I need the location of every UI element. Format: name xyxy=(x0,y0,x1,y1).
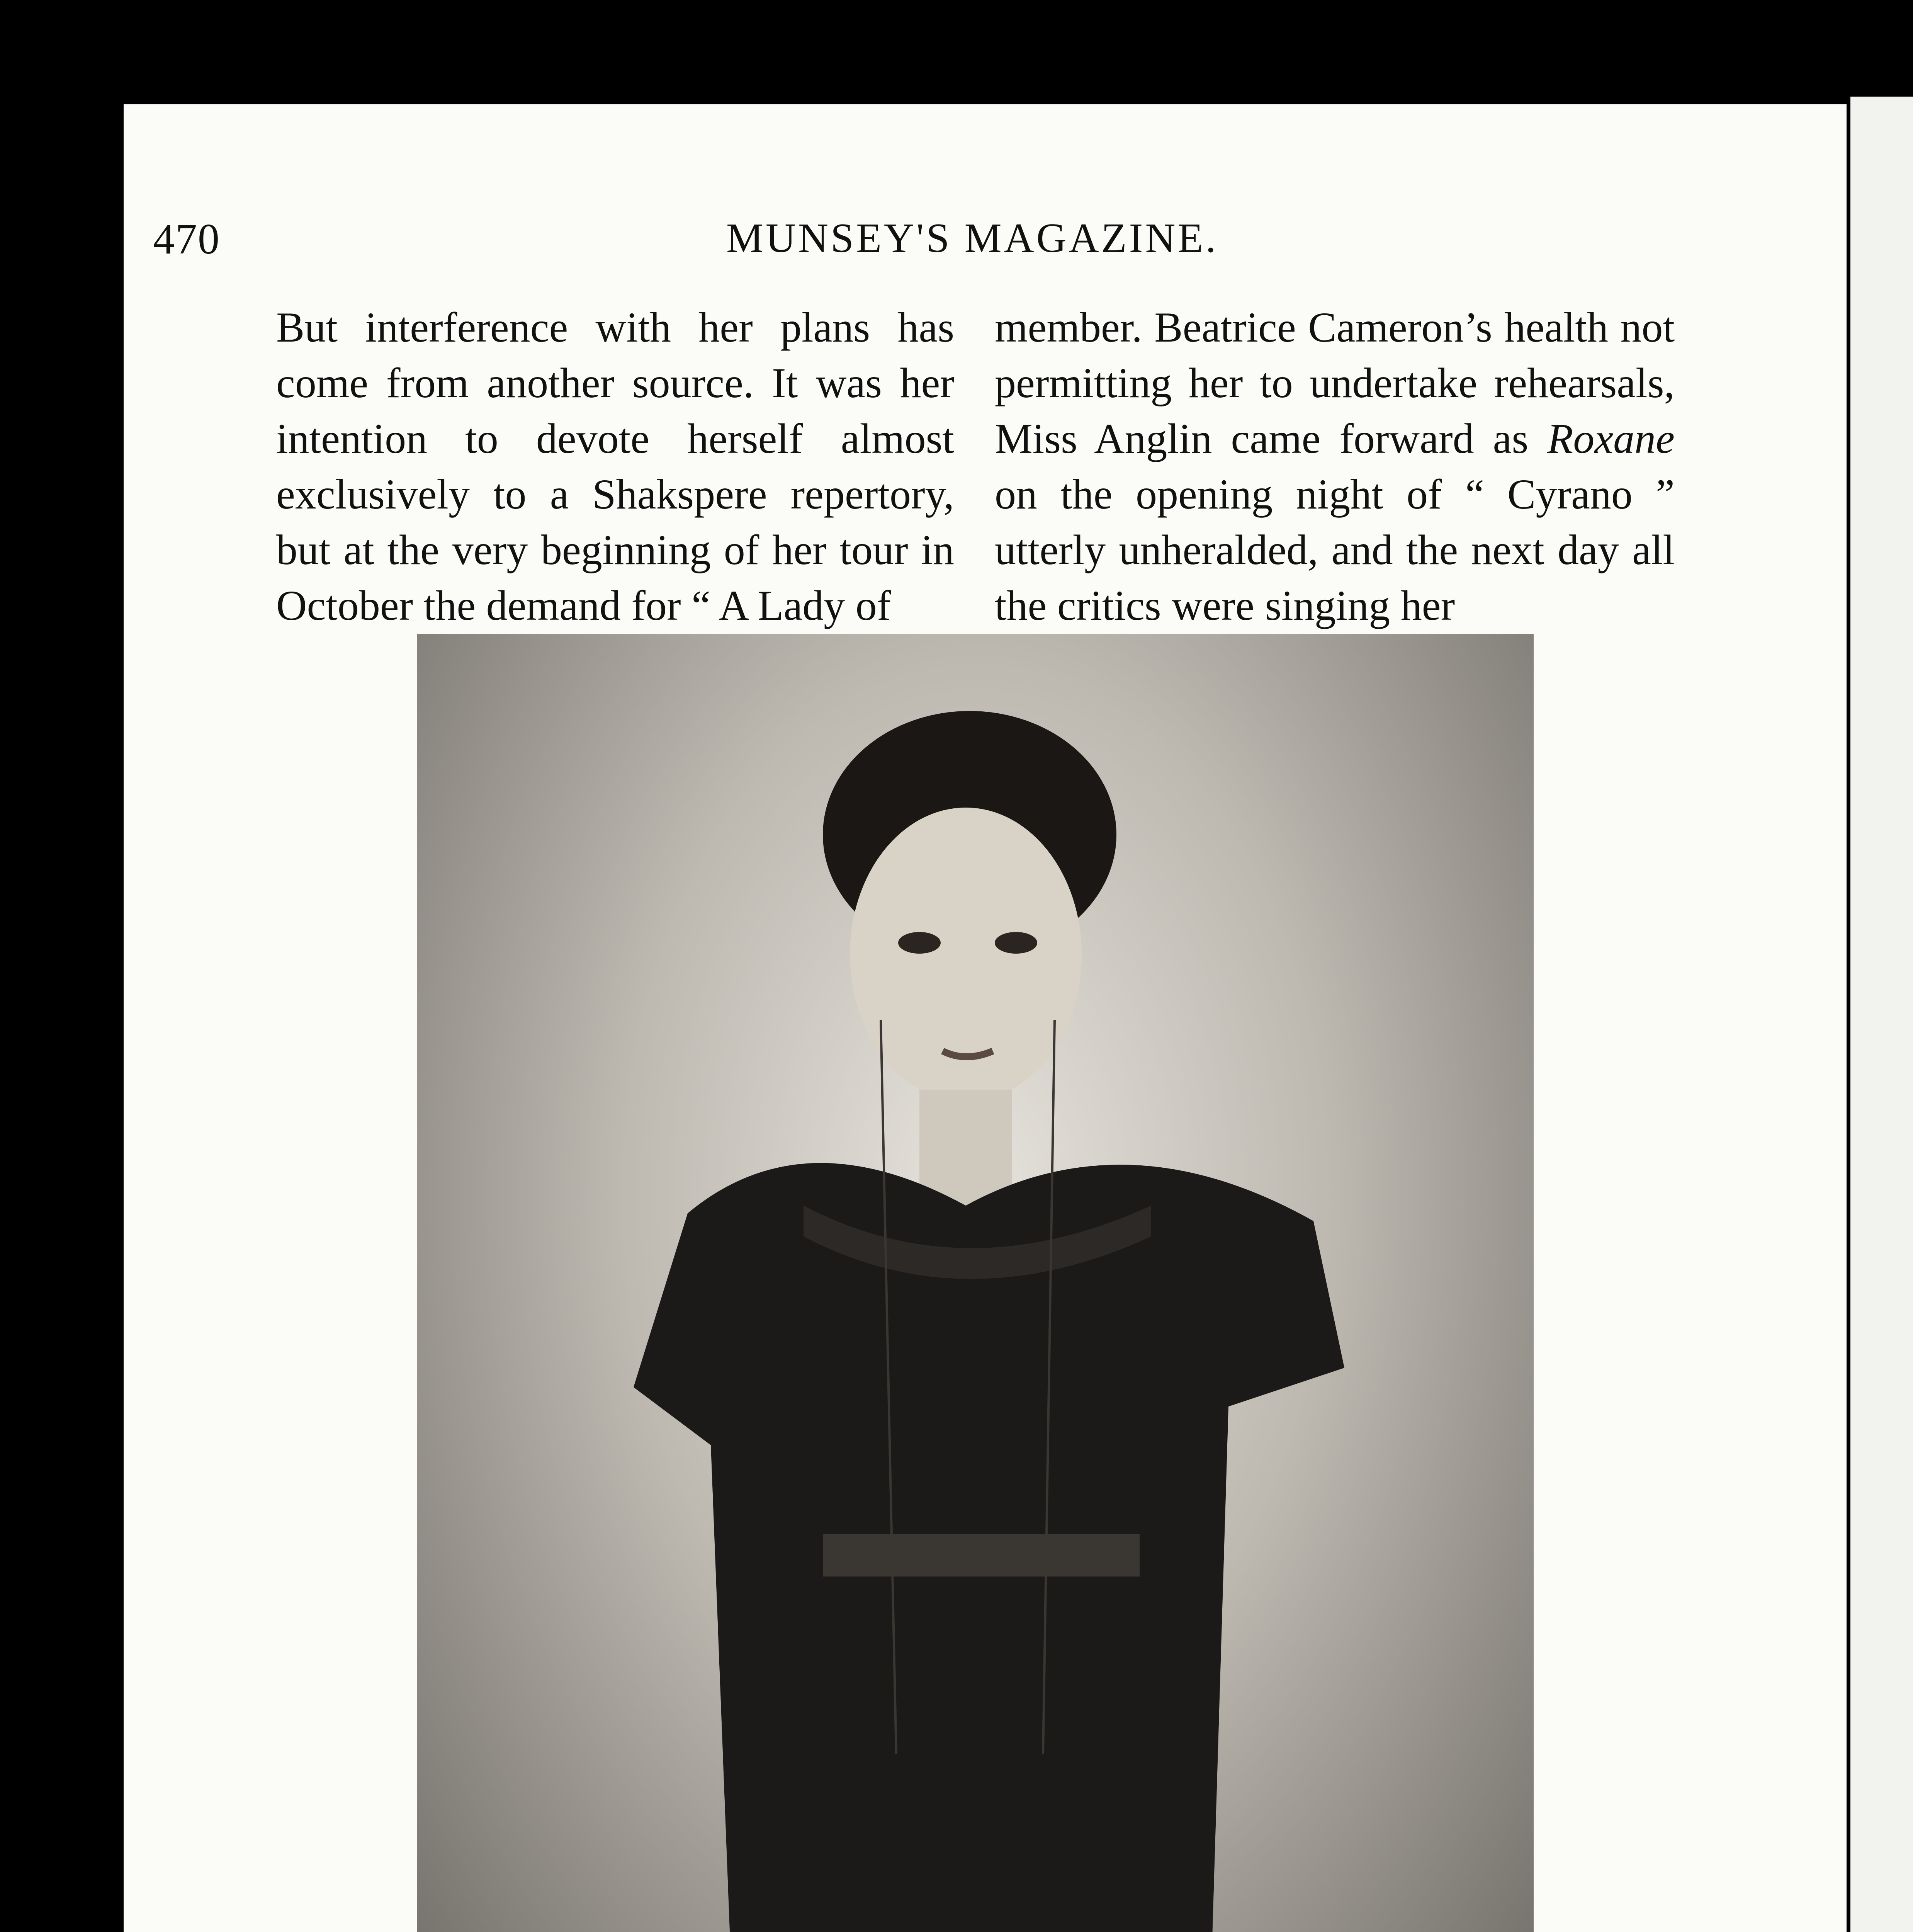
portrait-illustration xyxy=(417,634,1534,1932)
page-number: 470 xyxy=(153,215,220,263)
text-run: member. Beatrice Cameron’s health not permitting her to undertake rehearsals, Miss Anglin came forward as xyxy=(995,304,1675,462)
running-header: MUNSEY'S MAGAZINE. xyxy=(726,215,1218,261)
paragraph: But interference with her plans has come from another source. It was her intention to devote herself almost exclusively to a Shakspere repertory, but at the very beginning of her tour in October the demand for “ A Lady of xyxy=(276,304,954,629)
role-name: Roxane xyxy=(1547,415,1675,462)
portrait-photograph xyxy=(417,634,1534,1932)
adjacent-page-edge xyxy=(1850,97,1913,1932)
paragraph xyxy=(995,299,1675,633)
column-top-left xyxy=(276,299,954,633)
column-top-right xyxy=(995,299,1675,633)
text-run: on the opening night of “ Cyrano ” utterly unheralded, and the next day all the critics were singing her xyxy=(995,471,1675,629)
